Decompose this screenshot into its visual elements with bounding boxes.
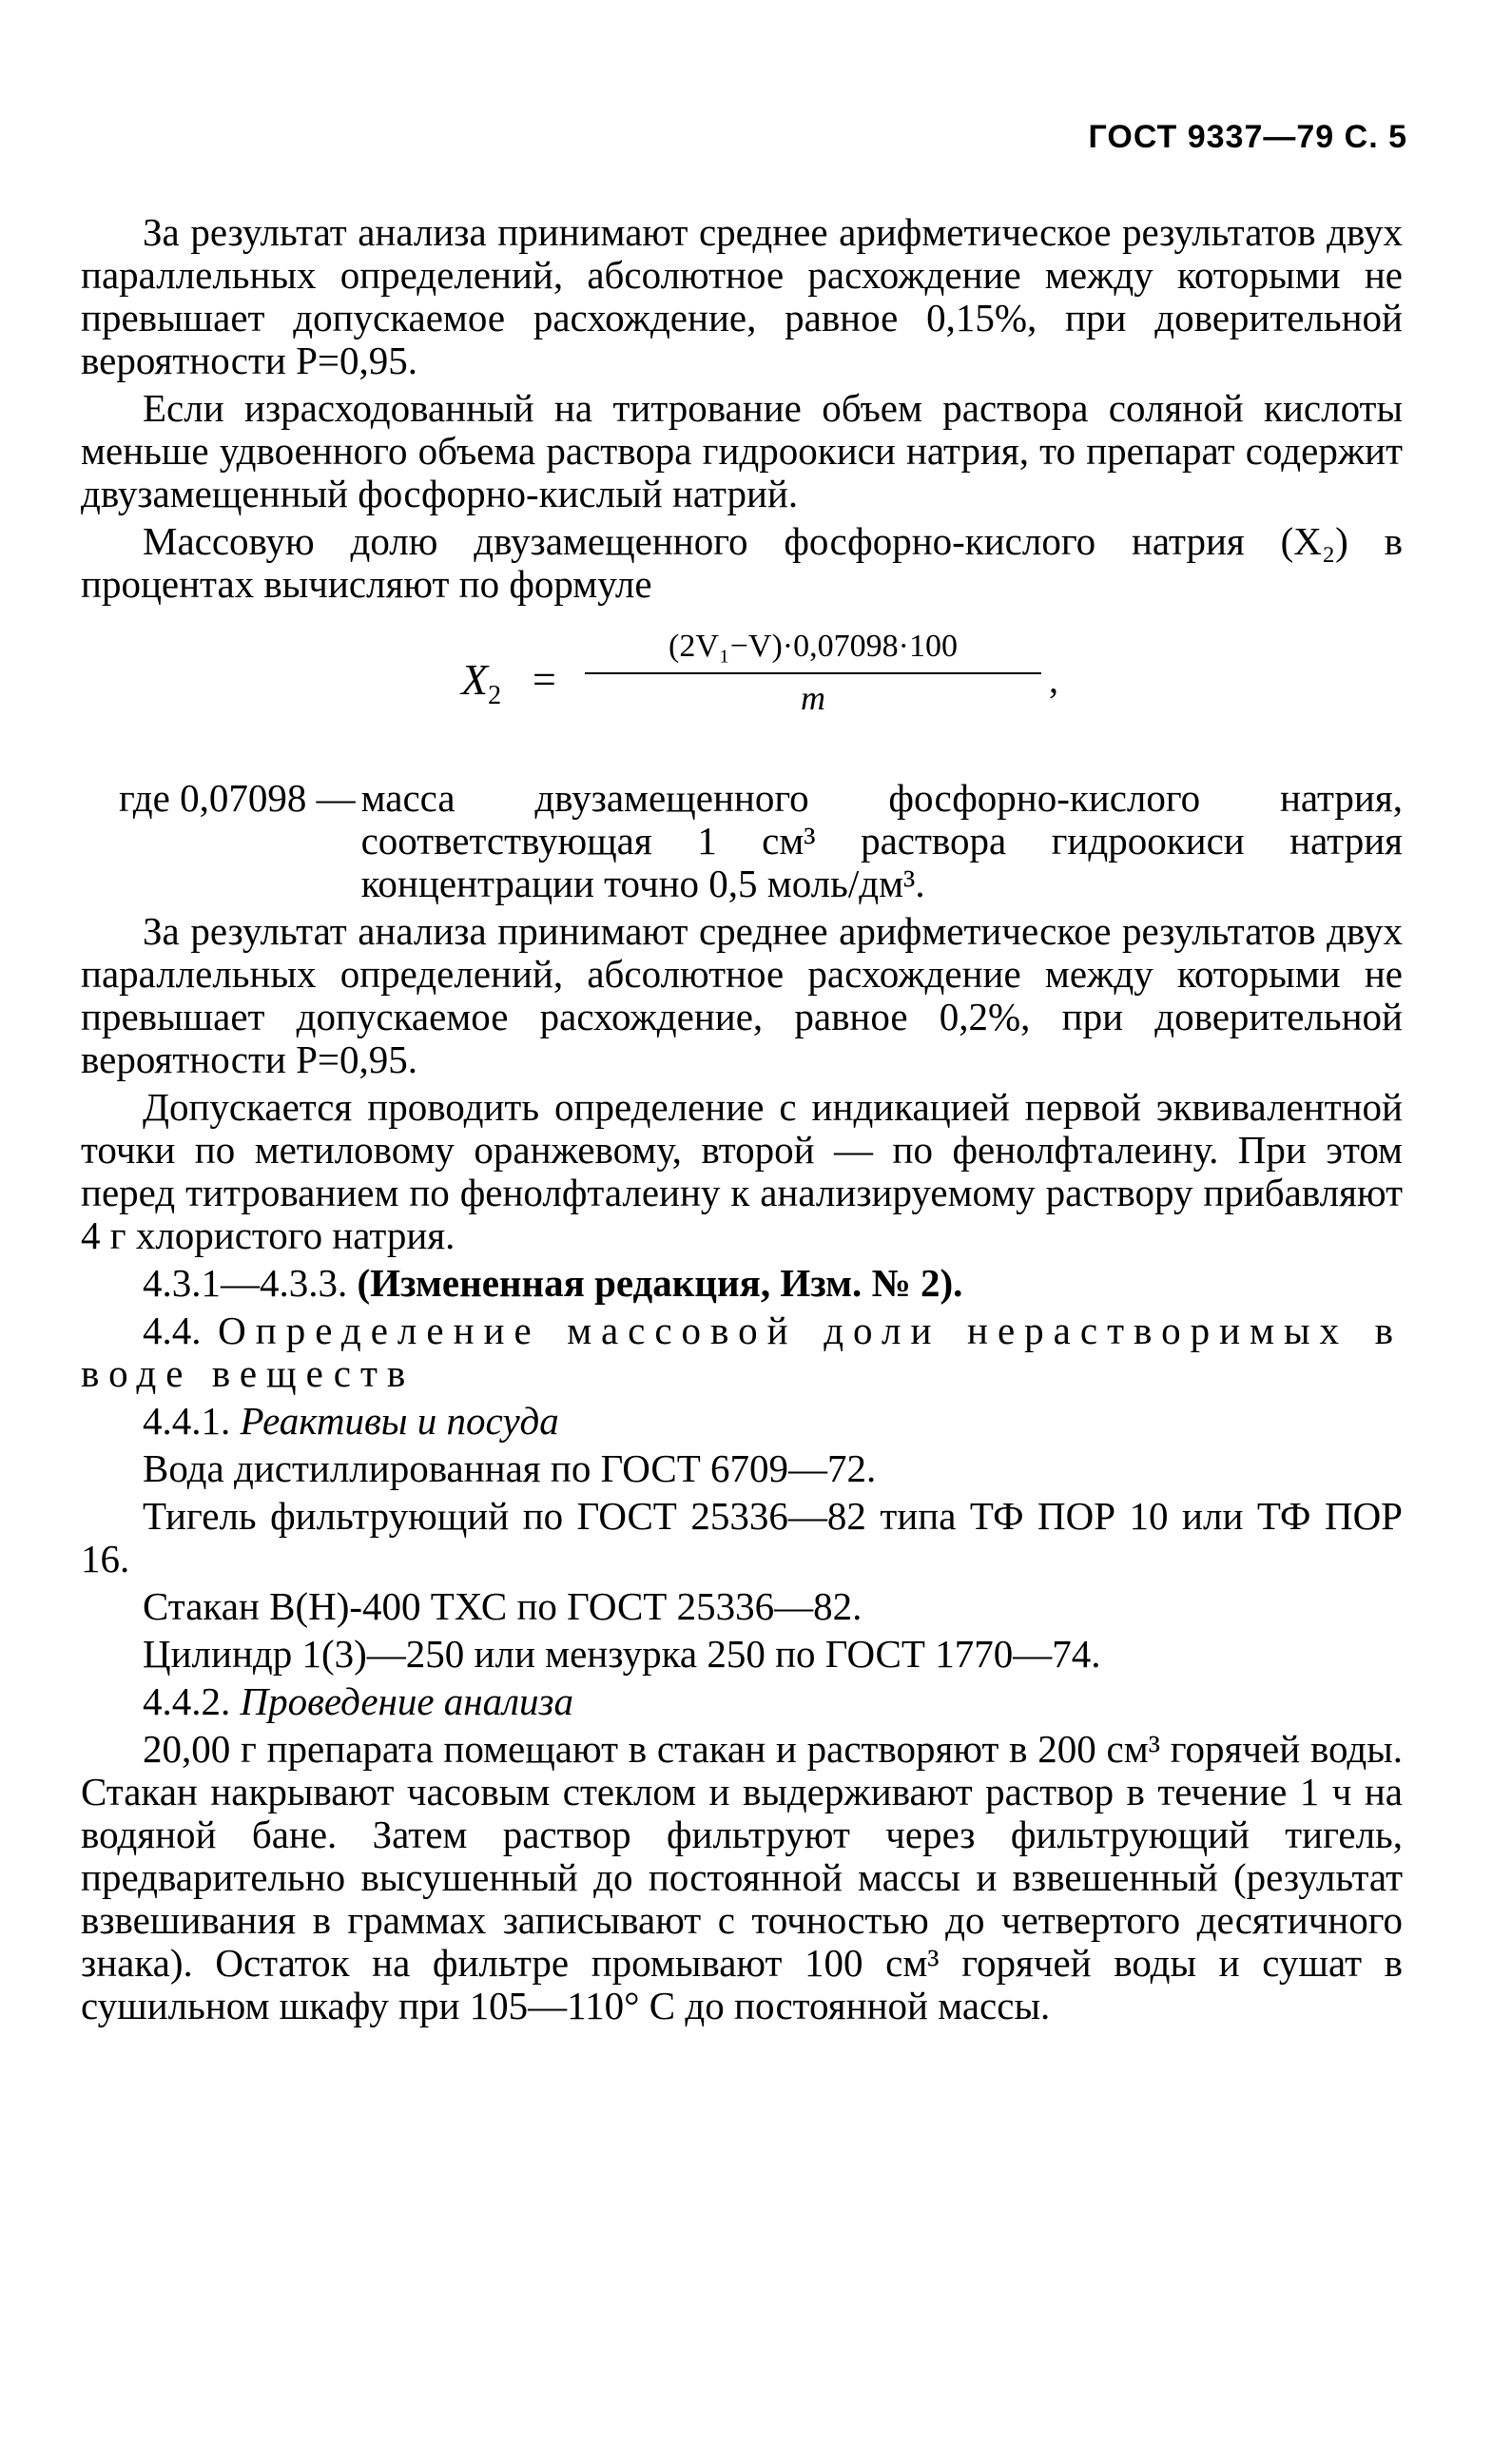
paragraph-procedure: 20,00 г препарата помещают в стакан и растворяют в 200 см³ горячей воды. Стакан накрывают часовым стеклом и выдерживают раствор в течение 1 ч на водяной бане. Затем раствор фильтруют через фильтрующий тигель, предварительно высушенный до постоянной массы и взвешенный (результат взвешивания в граммах записывают с точностью до четвертого десятичного знака). Остаток на фильтре промывают 100 см³ горячей воды и сушат в сушильном шкафу при 105—110° С до постоянной массы. [81,1727,1403,2027]
paragraph-amendment [81,1262,1403,1305]
running-header: ГОСТ 9337—79 С. 5 [1088,119,1407,155]
section-heading-4-4-2 [81,1680,1403,1723]
section-title: Проведение анализа [240,1679,574,1723]
section-number: 4.4. [143,1309,202,1352]
section-number: 4.4.2. [143,1679,231,1723]
section-heading-4-4-1 [81,1400,1403,1443]
section-number: 4.4.1. [143,1399,231,1443]
reagent-crucible: Тигель фильтрующий по ГОСТ 25336—82 типа ТФ ПОР 10 или ТФ ПОР 16. [81,1494,1403,1581]
paragraph-result-1: За результат анализа принимают среднее арифметическое результатов двух параллельных определений, абсолютное расхождение между которыми не превышает допускаемое расхождение, равное 0,15%, при доверительной вероятности P=0,95. [81,210,1403,382]
formula-denominator: m [801,679,825,717]
document-body [81,211,1403,2032]
amendment-note: (Измененная редакция, Изм. № 2). [357,1261,963,1305]
paragraph-formula-intro: Массовую долю двузамещенного фосфорно-кислого натрия (X₂) в процентах вычисляют по формуле [81,519,1403,606]
reagent-cylinder: Цилиндр 1(3)—250 или мензурка 250 по ГОСТ 1770—74. [143,1632,1101,1676]
formula-lhs: $X_2$ [461,655,502,711]
formula-legend [81,777,1403,905]
section-title: Реактивы и посуда [240,1399,559,1443]
formula-fraction-bar [585,672,1041,674]
paragraph-result-2: За результат анализа принимают среднее арифметическое результатов двух параллельных определений, абсолютное расхождение между которыми не превышает допускаемое расхождение, равное 0,2%, при доверительной вероятности P=0,95. [81,909,1403,1081]
formula-equals: = [533,656,556,703]
formula-x2 [81,615,1403,753]
paragraph-condition: Если израсходованный на титрование объем раствора соляной кислоты меньше удвоенного объема раствора гидроокиси натрия, то препарат содержит двузамещенный фосфорно-кислый натрий. [81,386,1403,515]
formula-comma: , [1049,658,1058,701]
section-number: 4.3.1—4.3.3. [143,1261,348,1305]
paragraph-alternative: Допускается проводить определение с индикацией первой эквивалентной точки по метиловому оранжевому, второй — по фенолфталеину. При этом перед титрованием по фенолфталеину к анализируемому раствору прибавляют 4 г хлористого натрия. [81,1085,1403,1257]
formula-numerator: (2V₁−V)·0,07098·100 [669,629,958,664]
legend-label: где 0,07098 — [119,776,356,820]
legend-text: масса двузамещенного фосфорно-кислого натрия, соответствующая 1 см³ раствора гидроокиси натрия концентрации точно 0,5 моль/дм³. [360,776,1403,905]
section-title: Определение массовой доли нерастворимых в воде веществ [81,1309,1404,1395]
section-heading-4-4 [81,1309,1403,1395]
reagent-water: Вода дистиллированная по ГОСТ 6709—72. [143,1446,877,1490]
reagent-beaker: Стакан В(Н)-400 ТХС по ГОСТ 25336—82. [143,1584,863,1628]
